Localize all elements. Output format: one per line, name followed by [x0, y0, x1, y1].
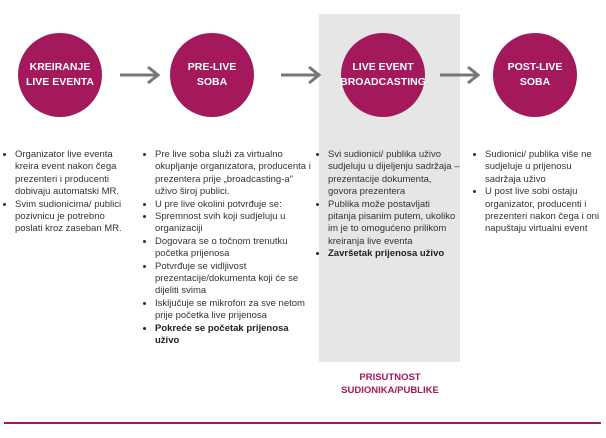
stage-circle-kreiranje [18, 33, 102, 117]
stage-title: PRE-LIVE SOBA [187, 61, 237, 88]
arrow-right-icon [118, 64, 164, 86]
list-item-emphasis: • Završetak prijenosa uživo [328, 248, 460, 260]
list-item: • Pre live soba služi za virtualno okupljanje organizatora, producenta i prezentera prije „broadcasting-a" uživo široj publici. [155, 149, 315, 199]
stage-title: KREIRANJE LIVE EVENTA [25, 61, 95, 88]
list-item: • Potvrđuje se vidljivost prezentacije/dokumenta koji će se dijeliti svima [155, 261, 315, 298]
list-item: • Publika može postavljati pitanja pisanim putem, ukoliko im je to omogućeno prilikom kreiranja live eventa [328, 199, 460, 249]
stage-list-kreiranje [4, 149, 133, 236]
list-item: • Spremnost svih koji sudjeluju u organizaciji [155, 211, 315, 236]
stage-title: LIVE EVENT BROADCASTING [340, 61, 426, 88]
stage-circle-pre-live [170, 33, 254, 117]
list-item: • Svim sudionicima/ publici pozivnicu je potrebno poslati kroz zaseban MR. [15, 199, 133, 236]
stage-circle-post-live [493, 33, 577, 117]
stage-circle-live-event [341, 33, 425, 117]
arrow-right-icon [438, 64, 484, 86]
list-item: • Organizator live eventa kreira event nakon čega prezenteri i producenti dobivaju automatski MR. [15, 149, 133, 199]
list-item: • U post live sobi ostaju organizator, producenti i prezenteri nakon čega i oni napuštaju virtualni event [485, 186, 606, 236]
list-item: • U pre live okolini potvrđuje se: [155, 199, 315, 211]
list-item: • Sudionici/ publika više ne sudjeluje u prijenosu sadržaja uživo [485, 149, 606, 186]
stage-list-post-live [474, 149, 606, 236]
live-stage-footer-label: PRISUTNOST SUDIONIKA/PUBLIKE [341, 372, 439, 396]
stage-list-live-event [317, 149, 460, 261]
bottom-divider-line [4, 422, 601, 424]
list-item: • Svi sudionici/ publika uživo sudjeluju u dijeljenju sadržaja – prezentacije dokumenta, govora prezentera [328, 149, 460, 199]
list-item: • Dogovara se o točnom trenutku početka prijenosa [155, 236, 315, 261]
stage-list-pre-live [144, 149, 315, 348]
list-item-emphasis: • Pokreće se početak prijenosa uživo [155, 323, 315, 348]
list-item: • Isključuje se mikrofon za sve netom prije početka live prijenosa [155, 298, 315, 323]
arrow-right-icon [279, 64, 325, 86]
stage-title: POST-LIVE SOBA [507, 61, 563, 88]
